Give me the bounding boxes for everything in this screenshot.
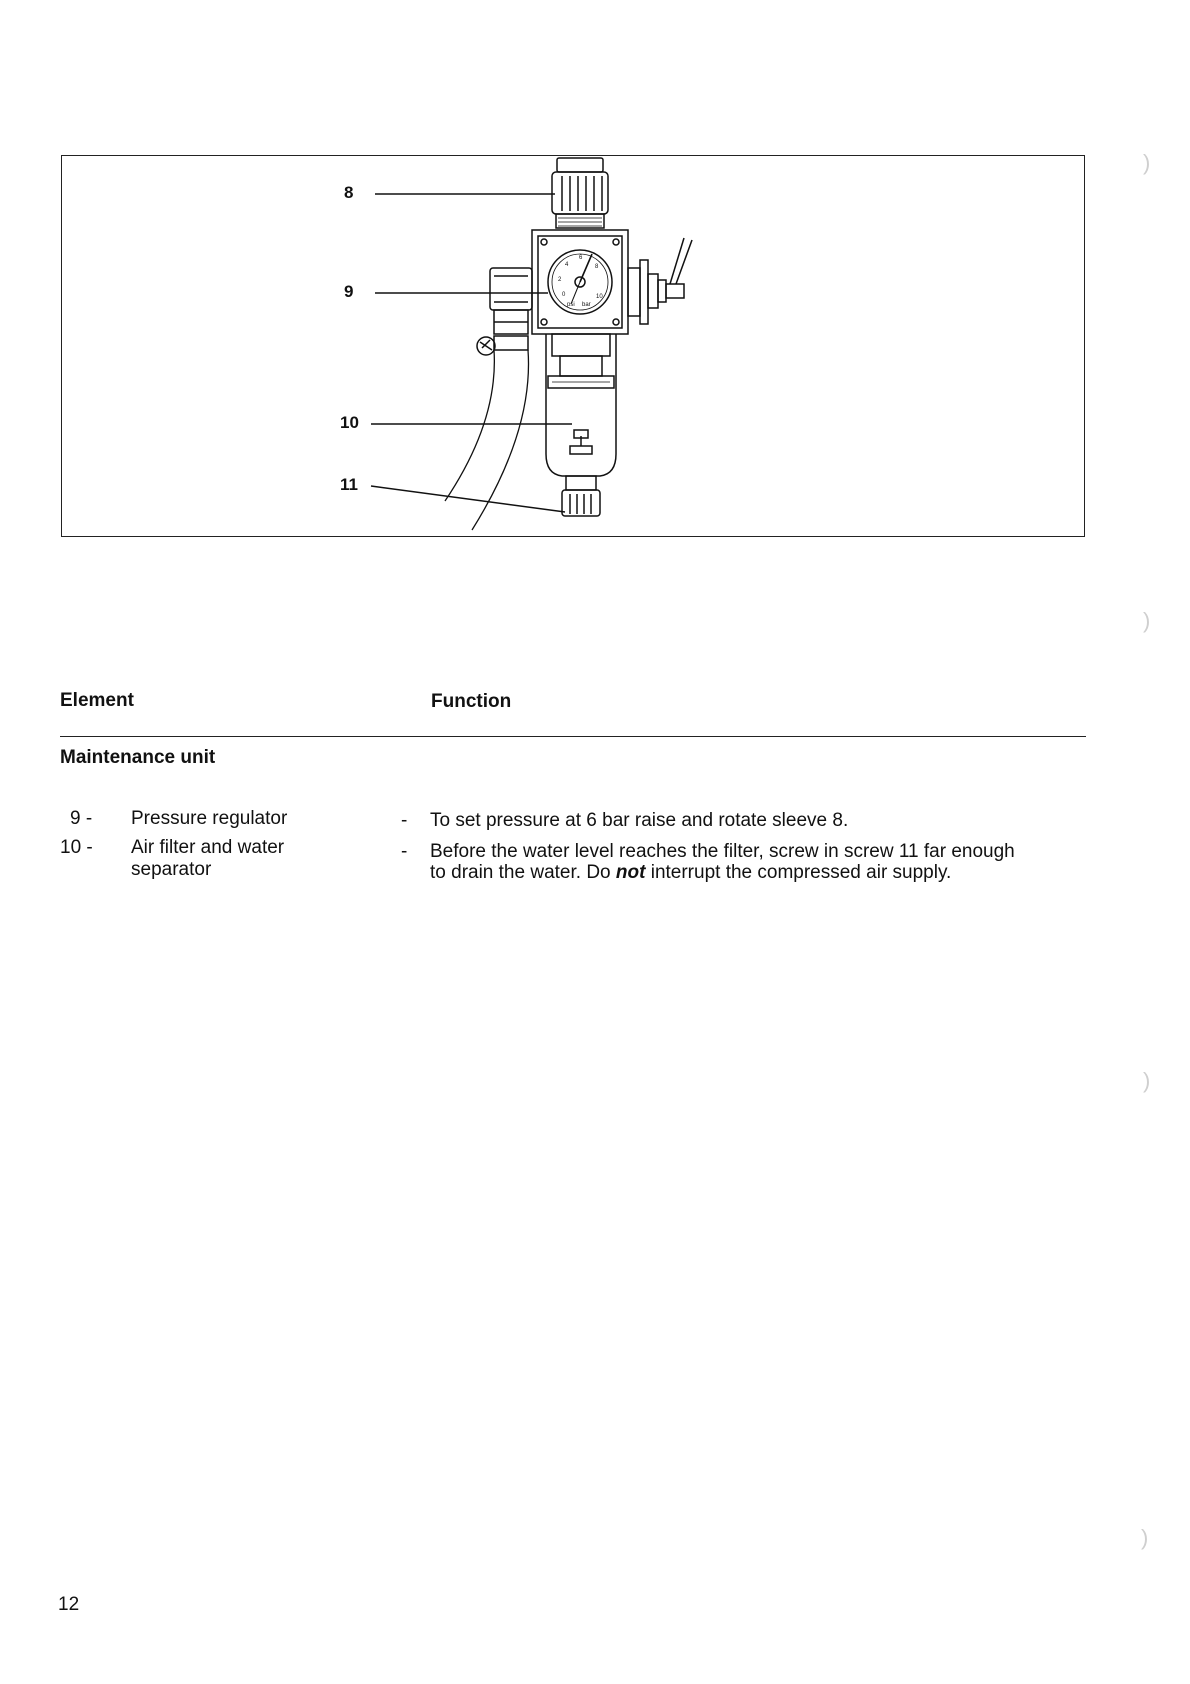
gauge-unit-psi: psi <box>567 302 575 308</box>
row-number-10: 10 - <box>60 837 93 858</box>
callout-11: 11 <box>340 475 358 494</box>
row-dash-9: - <box>401 810 408 831</box>
scan-artifact: ) <box>1143 608 1151 633</box>
callout-10: 10 <box>340 413 359 432</box>
gauge-tick-6: 6 <box>579 255 583 261</box>
leader-line-11 <box>371 486 565 512</box>
gauge-tick-0: 0 <box>562 292 566 298</box>
row-function-10-emphasis: not <box>615 862 646 883</box>
callout-9: 9 <box>344 282 354 301</box>
figure-frame <box>61 155 1085 537</box>
callout-8: 8 <box>344 183 354 202</box>
row-function-10-text-after: interrupt the compressed air supply. <box>645 862 952 883</box>
gauge-tick-2: 2 <box>558 277 562 283</box>
sleeve-knob <box>552 158 608 228</box>
scan-artifact: ) <box>1143 150 1151 175</box>
page-number: 12 <box>58 1594 80 1615</box>
filter-neck <box>548 334 614 388</box>
column-header-function: Function <box>431 691 512 712</box>
inlet-fitting <box>477 268 532 355</box>
row-function-9-text: To set pressure at 6 bar raise and rotate sleeve 8. <box>430 810 849 831</box>
drain-screw <box>562 476 600 516</box>
scan-artifact: ) <box>1143 1068 1151 1093</box>
air-hose <box>445 350 529 530</box>
maintenance-unit-illustration <box>62 156 1086 538</box>
row-element-9: Pressure regulator <box>131 808 288 829</box>
gauge-unit-bar: bar <box>582 302 591 308</box>
mounting-bracket <box>628 238 692 324</box>
section-title: Maintenance unit <box>60 747 216 768</box>
gauge-tick-10: 10 <box>596 294 603 300</box>
row-function-10-text-before: Before the water level reaches the filter, screw in screw 11 far enough to drain the water. Do <box>430 841 1015 883</box>
header-divider <box>60 736 1086 737</box>
gauge-tick-8: 8 <box>595 264 599 270</box>
row-function-9 <box>430 810 1070 831</box>
column-header-element: Element <box>60 690 134 711</box>
row-number-9: 9 - <box>70 808 93 829</box>
scan-artifact: ) <box>1141 1525 1149 1550</box>
gauge-tick-4: 4 <box>565 262 569 268</box>
row-element-10: Air filter and water separator <box>131 837 285 880</box>
row-function-10 <box>430 841 1030 883</box>
row-dash-10: - <box>401 841 408 862</box>
